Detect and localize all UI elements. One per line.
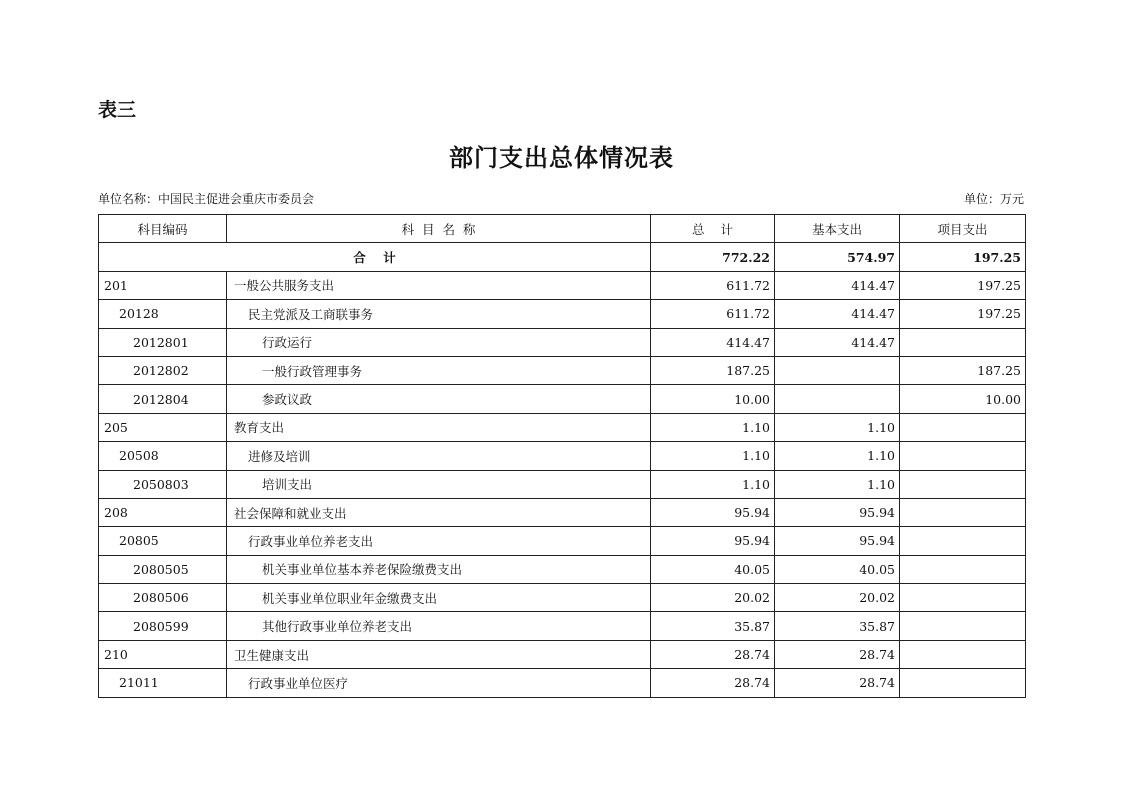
subject-name-cell: 行政事业单位医疗 <box>227 669 651 697</box>
total-amount-cell: 187.25 <box>651 356 775 384</box>
table-number-label: 表三 <box>98 99 137 121</box>
basic-amount-cell: 414.47 <box>775 328 900 356</box>
total-amount-cell: 1.10 <box>651 470 775 498</box>
basic-amount-cell: 40.05 <box>775 555 900 583</box>
subject-name-cell: 民主党派及工商联事务 <box>227 300 651 328</box>
table-row <box>99 271 1026 299</box>
column-header-name: 科 目 名 称 <box>227 215 651 243</box>
subject-name-cell: 机关事业单位职业年金缴费支出 <box>227 584 651 612</box>
column-header-basic: 基本支出 <box>775 215 900 243</box>
subject-code-cell: 2012802 <box>99 356 227 384</box>
project-amount-cell <box>900 555 1026 583</box>
total-amount-cell: 20.02 <box>651 584 775 612</box>
subject-code-cell: 2012801 <box>99 328 227 356</box>
column-header-total: 总 计 <box>651 215 775 243</box>
page-title: 部门支出总体情况表 <box>449 143 674 172</box>
basic-amount-cell: 28.74 <box>775 640 900 668</box>
basic-amount-cell: 95.94 <box>775 498 900 526</box>
basic-amount-cell: 1.10 <box>775 470 900 498</box>
total-row <box>99 243 1026 271</box>
table-header-row <box>99 215 1026 243</box>
subject-code-cell: 2050803 <box>99 470 227 498</box>
subject-code-cell: 20128 <box>99 300 227 328</box>
table-row <box>99 640 1026 668</box>
project-amount-cell <box>900 669 1026 697</box>
table-row <box>99 413 1026 441</box>
table-row <box>99 328 1026 356</box>
total-amount-cell: 95.94 <box>651 527 775 555</box>
subject-name-cell: 进修及培训 <box>227 442 651 470</box>
table-row <box>99 584 1026 612</box>
subject-name-cell: 其他行政事业单位养老支出 <box>227 612 651 640</box>
total-amount-cell: 28.74 <box>651 669 775 697</box>
subject-code-cell: 208 <box>99 498 227 526</box>
basic-amount-cell: 414.47 <box>775 300 900 328</box>
total-project-amount: 197.25 <box>900 243 1026 271</box>
subject-code-cell: 20508 <box>99 442 227 470</box>
project-amount-cell <box>900 498 1026 526</box>
subject-name-cell: 社会保障和就业支出 <box>227 498 651 526</box>
table-row <box>99 442 1026 470</box>
total-basic-amount: 574.97 <box>775 243 900 271</box>
basic-amount-cell <box>775 356 900 384</box>
project-amount-cell <box>900 413 1026 441</box>
project-amount-cell: 197.25 <box>900 300 1026 328</box>
subject-code-cell: 2080505 <box>99 555 227 583</box>
total-amount-cell: 10.00 <box>651 385 775 413</box>
table-row <box>99 356 1026 384</box>
expenditure-table <box>98 214 1026 698</box>
table-row <box>99 669 1026 697</box>
table-row <box>99 300 1026 328</box>
total-amount-cell: 414.47 <box>651 328 775 356</box>
project-amount-cell <box>900 527 1026 555</box>
subject-name-cell: 培训支出 <box>227 470 651 498</box>
subject-name-cell: 一般行政管理事务 <box>227 356 651 384</box>
project-amount-cell <box>900 442 1026 470</box>
basic-amount-cell: 1.10 <box>775 413 900 441</box>
total-amount-cell: 35.87 <box>651 612 775 640</box>
project-amount-cell <box>900 640 1026 668</box>
total-amount-cell: 1.10 <box>651 442 775 470</box>
total-amount-cell: 611.72 <box>651 300 775 328</box>
basic-amount-cell <box>775 385 900 413</box>
project-amount-cell: 10.00 <box>900 385 1026 413</box>
project-amount-cell: 187.25 <box>900 356 1026 384</box>
basic-amount-cell: 95.94 <box>775 527 900 555</box>
column-header-code: 科目编码 <box>99 215 227 243</box>
total-amount-cell: 95.94 <box>651 498 775 526</box>
subject-code-cell: 20805 <box>99 527 227 555</box>
subject-name-cell: 机关事业单位基本养老保险缴费支出 <box>227 555 651 583</box>
total-amount-cell: 1.10 <box>651 413 775 441</box>
basic-amount-cell: 28.74 <box>775 669 900 697</box>
basic-amount-cell: 1.10 <box>775 442 900 470</box>
table-row <box>99 498 1026 526</box>
table-row <box>99 470 1026 498</box>
basic-amount-cell: 35.87 <box>775 612 900 640</box>
table-row <box>99 527 1026 555</box>
total-amount-cell: 40.05 <box>651 555 775 583</box>
total-amount-cell: 611.72 <box>651 271 775 299</box>
column-header-project: 项目支出 <box>900 215 1026 243</box>
project-amount-cell <box>900 470 1026 498</box>
table-row <box>99 612 1026 640</box>
basic-amount-cell: 20.02 <box>775 584 900 612</box>
subject-name-cell: 行政事业单位养老支出 <box>227 527 651 555</box>
subject-name-cell: 一般公共服务支出 <box>227 271 651 299</box>
project-amount-cell <box>900 328 1026 356</box>
project-amount-cell: 197.25 <box>900 271 1026 299</box>
subject-code-cell: 2012804 <box>99 385 227 413</box>
basic-amount-cell: 414.47 <box>775 271 900 299</box>
subject-name-cell: 行政运行 <box>227 328 651 356</box>
subject-code-cell: 205 <box>99 413 227 441</box>
subject-name-cell: 教育支出 <box>227 413 651 441</box>
total-amount: 772.22 <box>651 243 775 271</box>
subject-name-cell: 参政议政 <box>227 385 651 413</box>
subject-code-cell: 201 <box>99 271 227 299</box>
subject-code-cell: 2080599 <box>99 612 227 640</box>
unit-name-label: 单位名称：中国民主促进会重庆市委员会 <box>98 192 315 206</box>
subject-code-cell: 210 <box>99 640 227 668</box>
total-amount-cell: 28.74 <box>651 640 775 668</box>
project-amount-cell <box>900 584 1026 612</box>
currency-unit-label: 单位：万元 <box>963 192 1024 206</box>
table-row <box>99 385 1026 413</box>
total-label: 合 计 <box>99 243 651 271</box>
table-row <box>99 555 1026 583</box>
subject-code-cell: 2080506 <box>99 584 227 612</box>
subject-name-cell: 卫生健康支出 <box>227 640 651 668</box>
subject-code-cell: 21011 <box>99 669 227 697</box>
project-amount-cell <box>900 612 1026 640</box>
